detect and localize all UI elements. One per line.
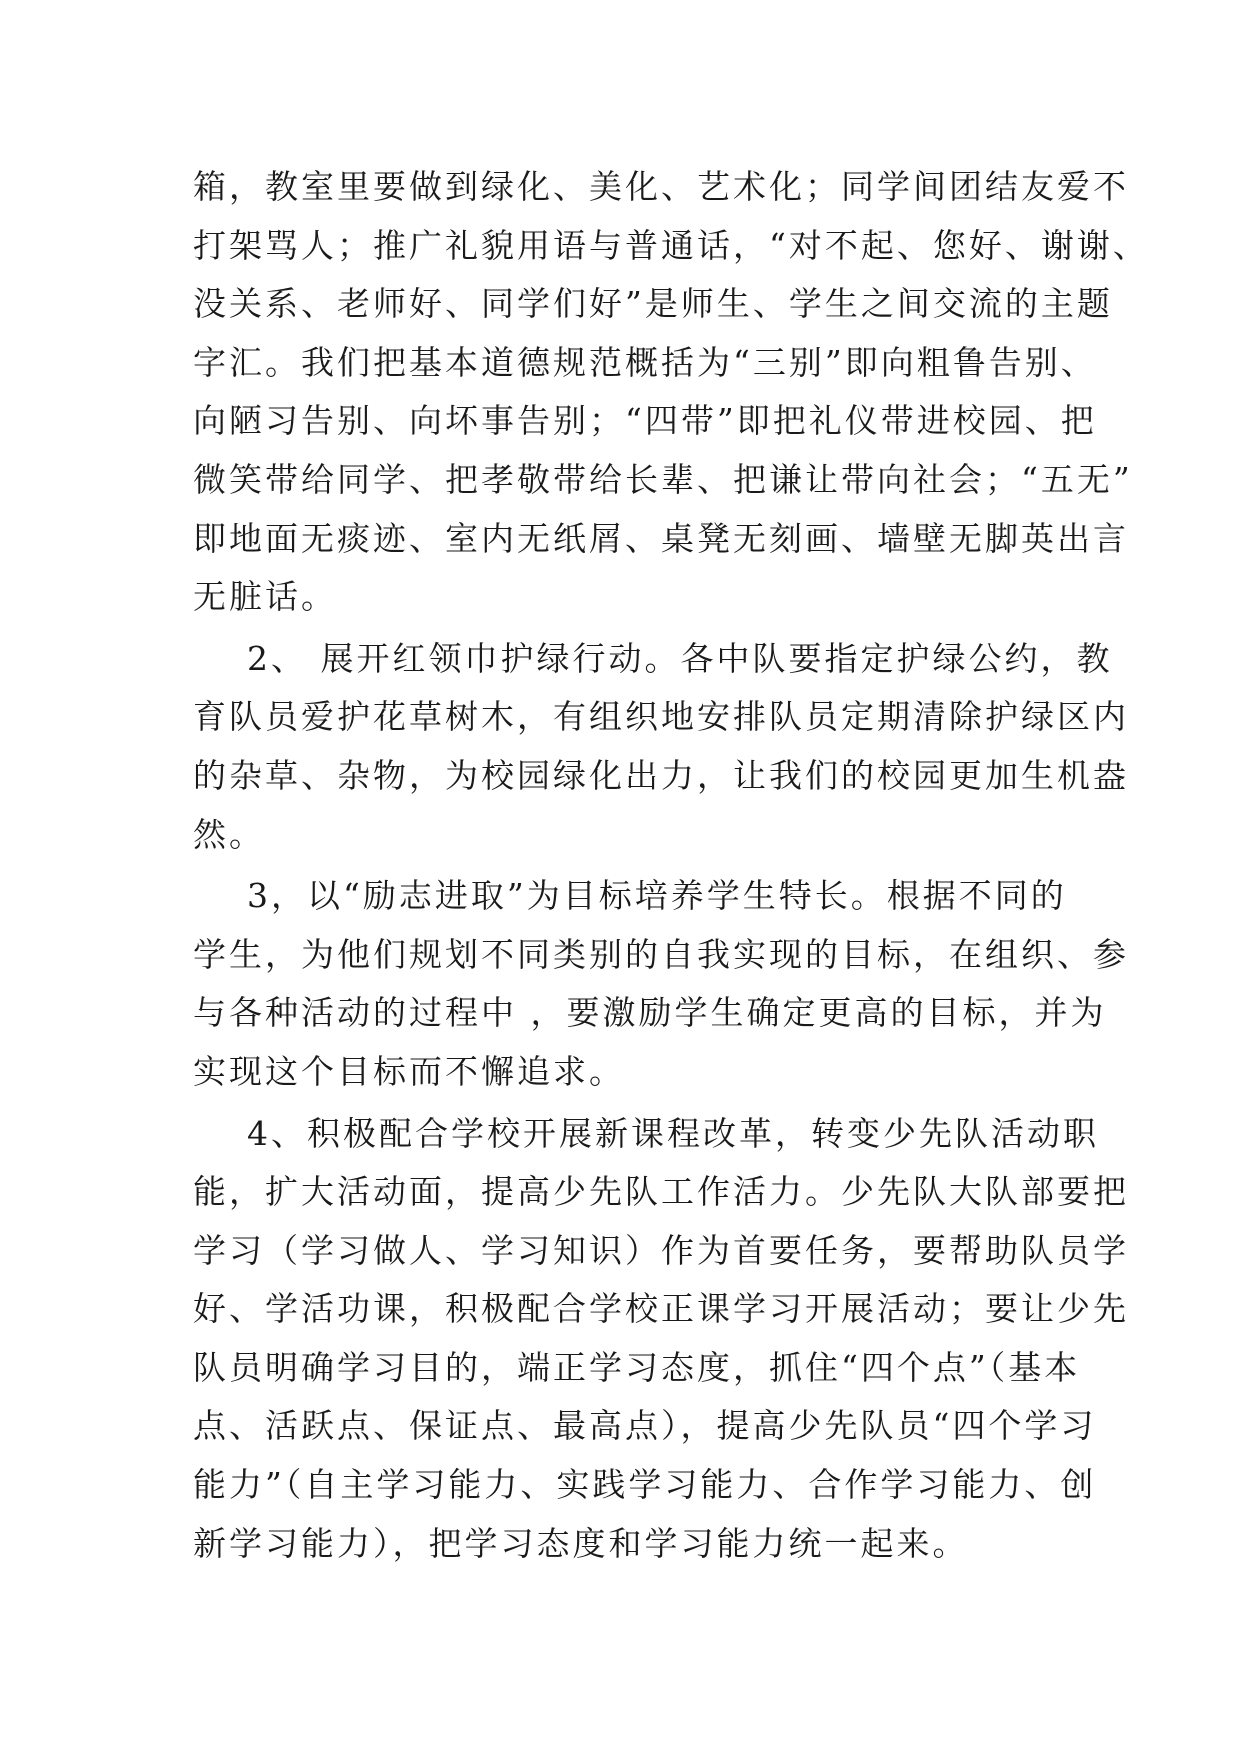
text-line: 字汇。我们把基本道德规范概括为“三别”即向粗鲁告别、: [193, 342, 1097, 382]
text-line: 新学习能力），把学习态度和学习能力统一起来。: [193, 1523, 969, 1563]
text-line: 好、学活功课，积极配合学校正课学习开展活动；要让少先: [193, 1289, 1129, 1329]
text-line: 学生，为他们规划不同类别的自我实现的目标，在组织、参: [193, 934, 1129, 974]
text-line: 微笑带给同学、把孝敬带给长辈、把谦让带向社会；“五无”: [193, 459, 1133, 499]
text-line: 实现这个目标而不懈追求。: [193, 1051, 625, 1091]
text-line: 的杂草、杂物，为校园绿化出力，让我们的校园更加生机盎: [193, 755, 1129, 795]
paragraph-1: [193, 158, 1149, 627]
text-line: 箱，教室里要做到绿化、美化、艺术化；同学间团结友爱不: [193, 167, 1129, 206]
text-line: 没关系、老师好、同学们好”是师生、学生之间交流的主题: [193, 284, 1113, 324]
text-line: 然。: [193, 814, 265, 854]
text-line: 能，扩大活动面，提高少先队工作活力。少先队大队部要把: [193, 1172, 1129, 1212]
paragraph-3: [193, 867, 1129, 1101]
text-line: 向陋习告别、向坏事告别；“四带”即把礼仪带进校园、把: [193, 401, 1097, 441]
text-line: 能力”（自主学习能力、实践学习能力、合作学习能力、创: [193, 1465, 1097, 1505]
text-line: 即地面无痰迹、室内无纸屑、桌凳无刻画、墙壁无脚英出言: [193, 518, 1129, 558]
text-line: 2、 展开红领巾护绿行动。各中队要指定护绿公约，教: [193, 638, 1113, 678]
text-line: 学习（学习做人、学习知识）作为首要任务，要帮助队员学: [193, 1230, 1129, 1270]
text-line: 3，以“励志进取”为目标培养学生特长。根据不同的: [193, 876, 1067, 916]
text-line: 与各种活动的过程中 ，要激励学生确定更高的目标，并为: [193, 993, 1107, 1033]
text-line: 无脏话。: [193, 577, 337, 617]
text-line: 4、积极配合学校开展新课程改革，转变少先队活动职: [193, 1113, 1099, 1153]
text-line: 队员明确学习目的，端正学习态度，抓住“四个点”（基本: [193, 1347, 1081, 1387]
text-line: 点、活跃点、保证点、最高点），提高少先队员“四个学习: [193, 1406, 1097, 1446]
paragraph-2: [193, 630, 1129, 864]
text-line: 育队员爱护花草树木，有组织地安排队员定期清除护绿区内: [193, 697, 1129, 737]
body-text: [193, 158, 1149, 1573]
text-line: 打架骂人；推广礼貌用语与普通话，“对不起、您好、谢谢、: [193, 225, 1149, 265]
paragraph-4: [193, 1105, 1129, 1574]
